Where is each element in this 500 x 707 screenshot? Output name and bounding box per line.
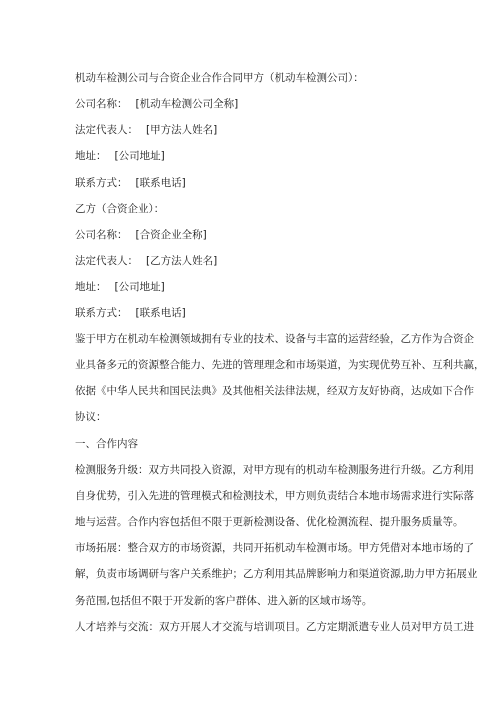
section-paragraph-line: 解，负责市场调研与客户关系维护；乙方利用其品牌影响力和渠道资源,助力甲方拓展业 — [75, 568, 478, 580]
party-b-heading: 乙方（合资企业）： — [75, 203, 165, 215]
preamble-line: 依据《中华人民共和国民法典》及其他相关法律法规，经双方友好协商，达成如下合作 — [75, 385, 474, 397]
party-b-rep-value: [乙方法人姓名] — [146, 255, 218, 267]
party-a-company-value: [机动车检测公司全称] — [135, 98, 239, 110]
party-a-contact-value: [联系电话] — [135, 177, 186, 189]
section-paragraph-line: 务范围,包括但不限于开发新的客户群体、进入新的区域市场等。 — [75, 595, 373, 607]
party-b-contact-label: 联系方式： — [75, 307, 128, 319]
party-a-contact-row — [75, 176, 186, 190]
preamble-line: 鉴于甲方在机动车检测领域拥有专业的技术、设备与丰富的运营经验，乙方作为合资企 — [75, 333, 474, 345]
party-b-company-label: 公司名称： — [75, 229, 128, 241]
party-a-address-value: [公司地址] — [114, 150, 165, 162]
party-b-rep-label: 法定代表人： — [75, 255, 138, 267]
party-a-rep-label: 法定代表人： — [75, 124, 138, 136]
party-a-heading: 机动车检测公司与合资企业合作合同甲方（机动车检测公司）： — [75, 72, 364, 84]
section-paragraph-line: 市场拓展：整合双方的市场资源，共同开拓机动车检测市场。甲方凭借对本地市场的了 — [75, 542, 474, 554]
party-a-rep-value: [甲方法人姓名] — [146, 124, 218, 136]
preamble-line: 业具备多元的资源整合能力、先进的管理理念和市场渠道，为实现优势互补、互利共赢， — [75, 359, 485, 371]
party-a-address-row — [75, 149, 165, 163]
section-paragraph-line: 地与运营。合作内容包括但不限于更新检测设备、优化检测流程、提升服务质量等。 — [75, 516, 464, 528]
party-a-address-label: 地址： — [75, 150, 107, 162]
party-b-address-value: [公司地址] — [114, 281, 165, 293]
preamble-line: 协议： — [75, 411, 107, 423]
party-b-company-value: [合资企业全称] — [135, 229, 207, 241]
section-paragraph-line: 自身优势，引入先进的管理模式和检测技术，甲方则负责结合本地市场需求进行实际落 — [75, 490, 474, 502]
party-b-rep-row — [75, 254, 217, 268]
party-a-contact-label: 联系方式： — [75, 177, 128, 189]
section-paragraph-line: 检测服务升级：双方共同投入资源，对甲方现有的机动车检测服务进行升级。乙方利用 — [75, 464, 474, 476]
section-paragraph-line: 人才培养与交流：双方开展人才交流与培训项目。乙方定期派遣专业人员对甲方员工进 — [75, 621, 474, 633]
party-b-contact-value: [联系电话] — [135, 307, 186, 319]
party-b-contact-row — [75, 306, 186, 320]
party-a-rep-row — [75, 123, 217, 137]
party-a-company-label: 公司名称： — [75, 98, 128, 110]
party-b-company-row — [75, 228, 207, 242]
party-b-address-label: 地址： — [75, 281, 107, 293]
section-title: 一、合作内容 — [75, 438, 138, 450]
party-b-address-row — [75, 280, 165, 294]
party-a-company-row — [75, 97, 238, 111]
